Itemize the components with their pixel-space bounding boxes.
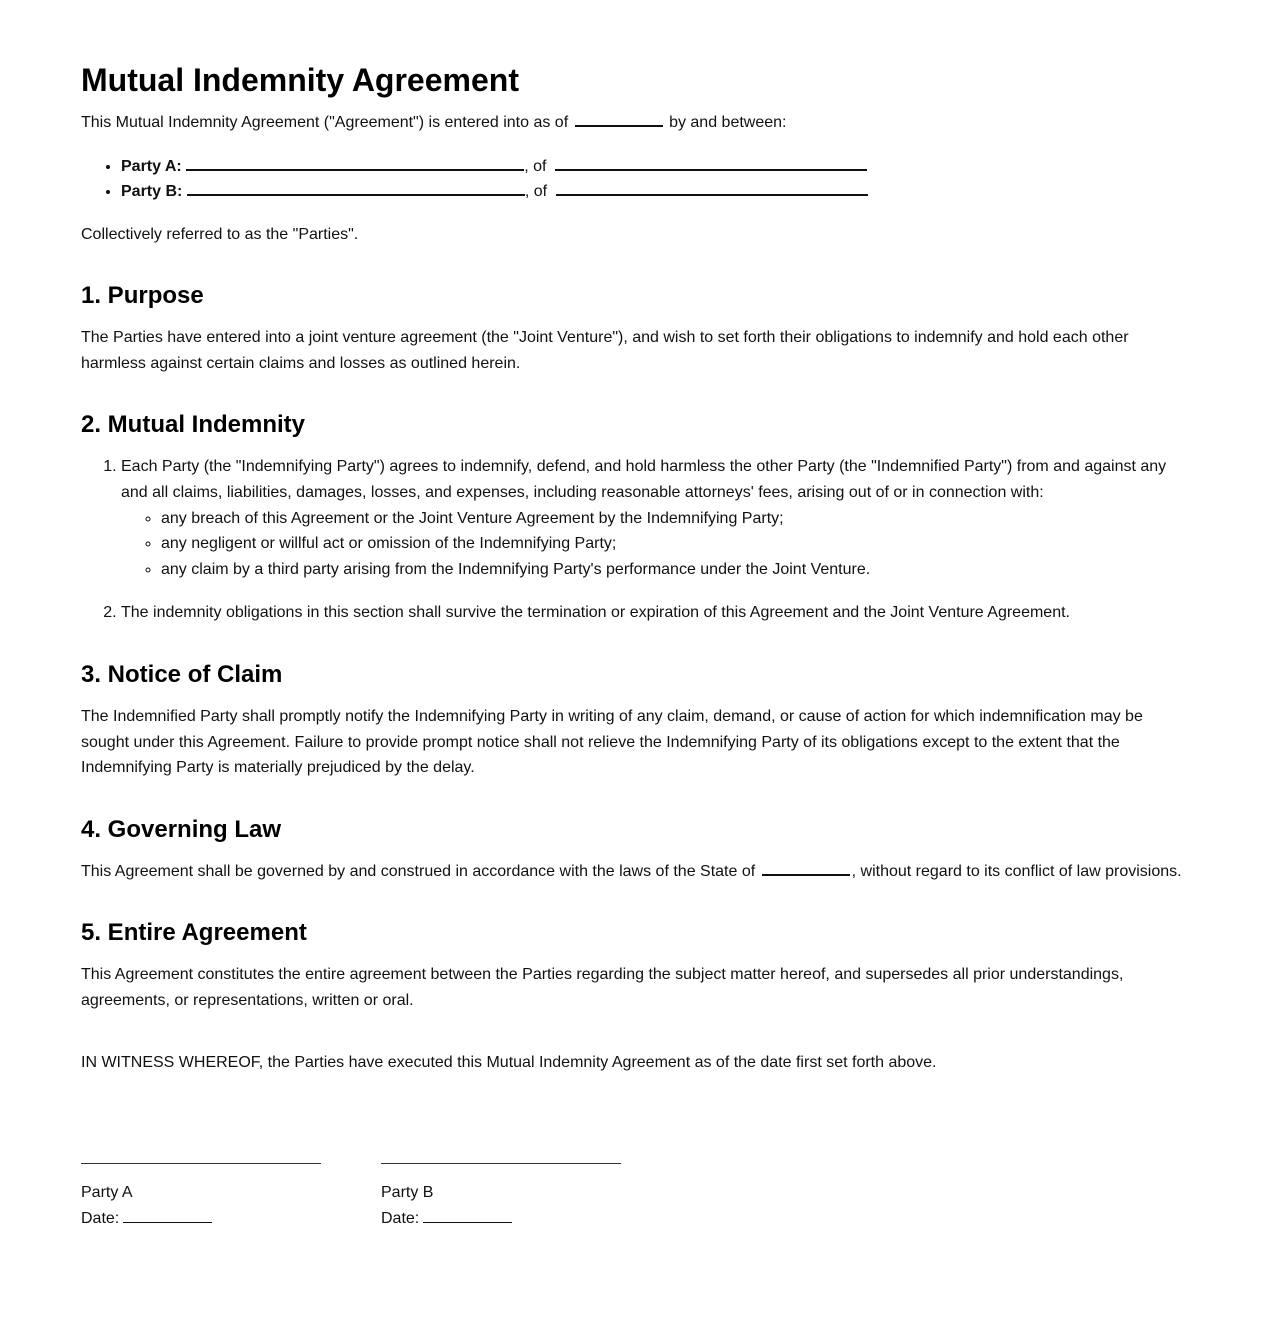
section-heading: 5. Entire Agreement [81, 919, 307, 947]
section-heading: 4. Governing Law [81, 815, 282, 843]
collective-definition: Collectively referred to as the "Parties". [81, 225, 359, 243]
date-label: Date: [381, 1209, 420, 1227]
signatory-name: Party B [381, 1184, 434, 1202]
indemnity-subitems [121, 506, 1182, 583]
state-blank[interactable] [762, 873, 850, 876]
party-b-label: Party B: [121, 182, 183, 200]
section-text: This Agreement constitutes the entire agreement between the Parties regarding the subject matter hereof, and supersedes all prior understandings, agreements, or representations, written or oral. [81, 966, 1124, 1009]
date-label: Date: [81, 1209, 120, 1227]
intro-text-after: by and between: [669, 114, 787, 131]
list-item: ◦ any negligent or willful act or omission of the Indemnifying Party; [161, 531, 1182, 557]
section-text [81, 859, 1182, 885]
date-blank-party-b[interactable] [423, 1221, 512, 1223]
intro-paragraph [81, 110, 1182, 136]
effective-date-blank[interactable] [575, 124, 663, 127]
party-a-label: Party A: [121, 157, 182, 175]
parties-list [81, 154, 1182, 204]
signatory-name: Party A [81, 1184, 133, 1202]
section-notice-of-claim [81, 660, 1182, 781]
party-b-address-blank[interactable] [556, 193, 868, 196]
date-blank-party-a[interactable] [123, 1221, 212, 1223]
signature-line-party-b[interactable] [381, 1163, 621, 1164]
party-a-item [121, 154, 1182, 179]
section-heading: 1. Purpose [81, 282, 204, 310]
signature-date-row [381, 1206, 621, 1232]
section-text: The Indemnified Party shall promptly notify the Indemnifying Party in writing of any claim, demand, or cause of action for which indemnification may be sought under this Agreement. Failure to provide prompt notice shall not relieve the Indemnifying Party of its obligations except to the extent that the Indemnifying Party is materially prejudiced by the delay. [81, 707, 1143, 777]
indemnity-clauses [81, 454, 1182, 626]
signature-date-row [81, 1206, 321, 1232]
party-a-of: , of [524, 157, 547, 175]
section-heading: 2. Mutual Indemnity [81, 411, 306, 439]
section-governing-law [81, 815, 1182, 885]
signature-line-party-a[interactable] [81, 1163, 321, 1164]
party-a-name-blank[interactable] [186, 168, 524, 171]
witness-clause: IN WITNESS WHEREOF, the Parties have executed this Mutual Indemnity Agreement as of the date first set forth above. [81, 1053, 937, 1071]
signature-area [81, 1163, 1182, 1231]
party-b-item [121, 179, 1182, 204]
section-mutual-indemnity [81, 410, 1182, 626]
section-text: The Parties have entered into a joint venture agreement (the "Joint Venture"), and wish to set forth their obligations to indemnify and hold each other harmless against certain claims and losses as outlined herein. [81, 329, 1129, 372]
governing-law-text-after: , without regard to its conflict of law provisions. [851, 862, 1182, 880]
governing-law-text: This Agreement shall be governed by and construed in accordance with the laws of the State of [81, 862, 756, 880]
document-title: Mutual Indemnity Agreement [81, 62, 519, 98]
list-item: ◦ any claim by a third party arising from the Indemnifying Party's performance under the Joint Venture. [161, 557, 1182, 583]
signature-block-party-b [381, 1163, 621, 1231]
party-b-of: , of [524, 182, 548, 200]
party-a-address-blank[interactable] [555, 168, 867, 171]
section-heading: 3. Notice of Claim [81, 660, 283, 688]
section-purpose [81, 281, 1182, 376]
clause-item [121, 454, 1182, 582]
signature-block-party-a [81, 1163, 321, 1231]
party-b-name-blank[interactable] [187, 193, 525, 196]
intro-text: This Mutual Indemnity Agreement ("Agreement") is entered into as of [81, 114, 569, 131]
list-item: ◦ any breach of this Agreement or the Joint Venture Agreement by the Indemnifying Party; [161, 506, 1182, 532]
clause-text: Each Party (the "Indemnifying Party") agrees to indemnify, defend, and hold harmless the other Party (the "Indemnified Party") from and against any and all claims, liabilities, damages, losses, and expenses, including reasonable attorneys' fees, arising out of or in connection with: [121, 458, 1167, 501]
section-entire-agreement [81, 918, 1182, 1013]
clause-item: 2. The indemnity obligations in this section shall survive the termination or expiration of this Agreement and the Joint Venture Agreement. [121, 600, 1182, 626]
